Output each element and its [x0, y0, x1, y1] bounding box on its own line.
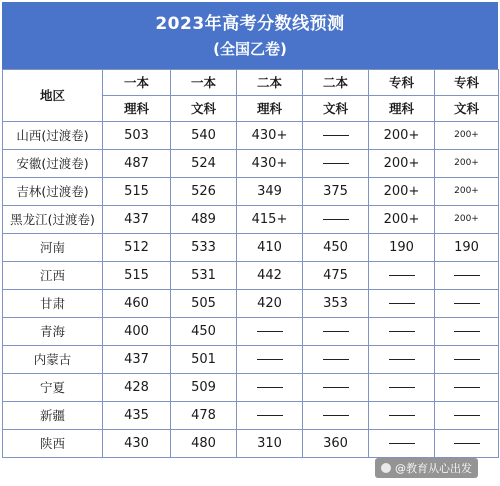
- score-cell: 450: [303, 234, 369, 262]
- dash-mark: [454, 275, 480, 276]
- score-cell: [303, 318, 369, 346]
- score-cell: 509: [171, 374, 237, 402]
- score-cell: 200+: [435, 150, 499, 178]
- score-cell: [369, 374, 435, 402]
- score-cell: 450: [171, 318, 237, 346]
- dash-mark: [323, 135, 349, 136]
- title-banner: [2, 2, 498, 69]
- score-cell: 190: [369, 234, 435, 262]
- score-table: [2, 69, 499, 458]
- group-header: 专科: [435, 70, 499, 96]
- score-cell: 503: [103, 122, 171, 150]
- region-cell: 新疆: [3, 402, 103, 430]
- page-subtitle: (全国乙卷): [213, 40, 287, 58]
- dash-mark: [389, 275, 415, 276]
- score-cell: [435, 430, 499, 458]
- region-cell: 吉林(过渡卷): [3, 178, 103, 206]
- table-row: [3, 262, 499, 290]
- group-header: 二本: [237, 70, 303, 96]
- score-cell: 533: [171, 234, 237, 262]
- score-cell: [303, 150, 369, 178]
- score-cell: 353: [303, 290, 369, 318]
- score-cell: 489: [171, 206, 237, 234]
- score-cell: [237, 346, 303, 374]
- subject-header: 理科: [369, 96, 435, 122]
- dash-mark: [323, 387, 349, 388]
- score-cell: 487: [103, 150, 171, 178]
- score-cell: 349: [237, 178, 303, 206]
- score-cell: 200+: [369, 150, 435, 178]
- dash-mark: [323, 331, 349, 332]
- dash-mark: [389, 359, 415, 360]
- region-cell: 内蒙古: [3, 346, 103, 374]
- group-header: 一本: [171, 70, 237, 96]
- table-row: [3, 318, 499, 346]
- score-cell: 200+: [369, 206, 435, 234]
- score-cell: 515: [103, 262, 171, 290]
- score-cell: 437: [103, 206, 171, 234]
- score-cell: [369, 402, 435, 430]
- score-cell: 540: [171, 122, 237, 150]
- dash-mark: [389, 415, 415, 416]
- score-cell: [369, 346, 435, 374]
- subject-header: 文科: [435, 96, 499, 122]
- score-cell: [435, 318, 499, 346]
- score-cell: [369, 318, 435, 346]
- table-row: [3, 206, 499, 234]
- score-cell: 526: [171, 178, 237, 206]
- score-cell: 310: [237, 430, 303, 458]
- watermark-text: @教育从心出发: [395, 462, 472, 475]
- region-cell: 陕西: [3, 430, 103, 458]
- table-row: [3, 178, 499, 206]
- score-cell: 200+: [369, 122, 435, 150]
- subject-header: 理科: [103, 96, 171, 122]
- score-cell: 430: [103, 430, 171, 458]
- score-cell: 460: [103, 290, 171, 318]
- dash-mark: [389, 443, 415, 444]
- score-cell: 478: [171, 402, 237, 430]
- score-cell: [435, 374, 499, 402]
- dash-mark: [323, 163, 349, 164]
- score-cell: 410: [237, 234, 303, 262]
- table-row: [3, 430, 499, 458]
- score-cell: 531: [171, 262, 237, 290]
- region-cell: 甘肃: [3, 290, 103, 318]
- dash-mark: [257, 331, 283, 332]
- score-cell: 475: [303, 262, 369, 290]
- dash-mark: [323, 359, 349, 360]
- watermark: [375, 458, 478, 478]
- dash-mark: [454, 443, 480, 444]
- dash-mark: [257, 359, 283, 360]
- score-cell: [237, 318, 303, 346]
- dash-mark: [257, 415, 283, 416]
- score-cell: [303, 206, 369, 234]
- table-row: [3, 374, 499, 402]
- score-cell: 415+: [237, 206, 303, 234]
- score-cell: 420: [237, 290, 303, 318]
- score-cell: [435, 402, 499, 430]
- region-header: 地区: [3, 70, 103, 122]
- score-cell: 190: [435, 234, 499, 262]
- dash-mark: [454, 359, 480, 360]
- score-cell: [369, 430, 435, 458]
- table-row: [3, 234, 499, 262]
- score-cell: 200+: [369, 178, 435, 206]
- table-row: [3, 150, 499, 178]
- group-header: 二本: [303, 70, 369, 96]
- dash-mark: [454, 303, 480, 304]
- dash-mark: [454, 387, 480, 388]
- score-cell: [303, 122, 369, 150]
- table-row: [3, 290, 499, 318]
- dash-mark: [454, 331, 480, 332]
- score-cell: 428: [103, 374, 171, 402]
- score-cell: 435: [103, 402, 171, 430]
- dash-mark: [257, 387, 283, 388]
- subject-header: 文科: [303, 96, 369, 122]
- dash-mark: [454, 415, 480, 416]
- score-cell: 515: [103, 178, 171, 206]
- score-cell: 430+: [237, 122, 303, 150]
- region-cell: 山西(过渡卷): [3, 122, 103, 150]
- region-cell: 河南: [3, 234, 103, 262]
- dash-mark: [323, 415, 349, 416]
- score-cell: 480: [171, 430, 237, 458]
- page-title: 2023年高考分数线预测: [155, 14, 345, 34]
- region-cell: 安徽(过渡卷): [3, 150, 103, 178]
- score-cell: [303, 402, 369, 430]
- score-cell: [435, 346, 499, 374]
- table-row: [3, 402, 499, 430]
- header-row-groups: [3, 70, 499, 96]
- dash-mark: [389, 303, 415, 304]
- score-cell: 360: [303, 430, 369, 458]
- region-cell: 江西: [3, 262, 103, 290]
- score-cell: 501: [171, 346, 237, 374]
- score-cell: 200+: [435, 178, 499, 206]
- subject-header: 理科: [237, 96, 303, 122]
- score-cell: 430+: [237, 150, 303, 178]
- region-cell: 黑龙江(过渡卷): [3, 206, 103, 234]
- table-row: [3, 122, 499, 150]
- group-header: 专科: [369, 70, 435, 96]
- table-row: [3, 346, 499, 374]
- score-cell: 200+: [435, 122, 499, 150]
- score-cell: 375: [303, 178, 369, 206]
- dash-mark: [389, 387, 415, 388]
- score-cell: 524: [171, 150, 237, 178]
- score-cell: [435, 290, 499, 318]
- region-cell: 青海: [3, 318, 103, 346]
- group-header: 一本: [103, 70, 171, 96]
- score-cell: 512: [103, 234, 171, 262]
- score-cell: [369, 290, 435, 318]
- dash-mark: [323, 219, 349, 220]
- score-cell: [369, 262, 435, 290]
- subject-header: 文科: [171, 96, 237, 122]
- score-cell: [435, 262, 499, 290]
- region-cell: 宁夏: [3, 374, 103, 402]
- dash-mark: [389, 331, 415, 332]
- score-cell: 442: [237, 262, 303, 290]
- score-cell: [303, 374, 369, 402]
- score-cell: 200+: [435, 206, 499, 234]
- score-cell: 505: [171, 290, 237, 318]
- avatar-icon: [381, 463, 391, 473]
- score-cell: 437: [103, 346, 171, 374]
- score-cell: [237, 402, 303, 430]
- score-cell: [303, 346, 369, 374]
- score-cell: 400: [103, 318, 171, 346]
- score-cell: [237, 374, 303, 402]
